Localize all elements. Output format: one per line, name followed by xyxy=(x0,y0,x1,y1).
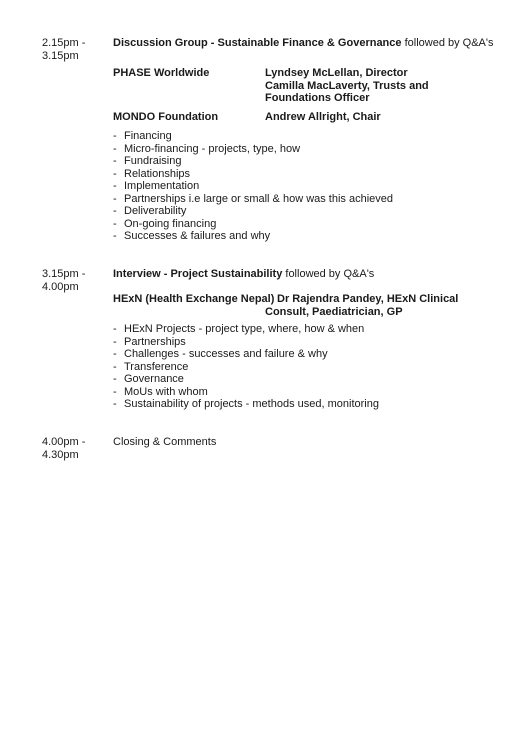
person-line: Andrew Allright, Chair xyxy=(265,111,381,123)
topic-text: Partnerships i.e large or small & how was this achieved xyxy=(124,192,394,205)
bullet-dash: - xyxy=(113,230,117,242)
org-name: HExN (Health Exchange Nepal) xyxy=(113,293,275,305)
list-item xyxy=(113,398,379,411)
person-line: Camilla MacLaverty, Trusts and xyxy=(265,79,429,92)
session-title: Closing & Comments xyxy=(113,436,217,448)
session-time xyxy=(42,268,108,293)
topic-text: Sustainability of projects - methods used, monitoring xyxy=(124,398,379,410)
topic-text: Micro-financing - projects, type, how xyxy=(124,142,301,155)
list-item xyxy=(113,155,393,168)
bullet-dash: - xyxy=(113,142,117,155)
bullet-dash: - xyxy=(113,335,117,348)
bullet-dash: - xyxy=(113,323,117,335)
topic-text: On-going financing xyxy=(124,217,217,230)
list-item xyxy=(113,180,393,193)
topic-text: Relationships xyxy=(124,167,191,180)
topic-text: Successes & failures and why xyxy=(124,230,271,242)
time-end: 3.15pm xyxy=(42,49,79,62)
session-time xyxy=(42,37,108,62)
org-people xyxy=(265,293,477,318)
bullet-dash: - xyxy=(113,360,117,373)
topic-text: Challenges - successes and failure & why xyxy=(124,348,328,360)
list-item xyxy=(113,143,393,156)
list-item xyxy=(113,130,393,143)
bullet-dash: - xyxy=(113,192,117,205)
session-title-suffix: followed by Q&A's xyxy=(282,268,375,280)
bullet-dash: - xyxy=(113,180,117,192)
list-item xyxy=(113,323,379,336)
person-line: Lyndsey McLellan, Director xyxy=(265,67,408,79)
list-item xyxy=(113,168,393,181)
list-item xyxy=(113,193,393,206)
list-item xyxy=(113,373,379,386)
session-title xyxy=(113,37,494,50)
list-item xyxy=(113,336,379,349)
list-item xyxy=(113,386,379,399)
session-title-suffix: followed by Q&A's xyxy=(401,37,494,49)
topic-text: Partnerships xyxy=(124,335,186,348)
list-item xyxy=(113,205,393,218)
bullet-dash: - xyxy=(113,167,117,180)
bullet-dash: - xyxy=(113,205,117,217)
bullet-dash: - xyxy=(113,373,117,385)
time-start: 4.00pm - xyxy=(42,436,86,448)
topic-list xyxy=(113,130,393,243)
person-line: Dr Rajendra Pandey, HExN Clinical xyxy=(277,293,459,305)
org-name: PHASE Worldwide xyxy=(113,67,210,79)
topic-text: Deliverability xyxy=(124,205,187,217)
topic-text: MoUs with whom xyxy=(124,385,208,398)
list-item xyxy=(113,218,393,231)
topic-text: HExN Projects - project type, where, how & when xyxy=(124,323,365,335)
time-start: 2.15pm - xyxy=(42,37,86,49)
list-item xyxy=(113,348,379,361)
session-title xyxy=(113,268,374,281)
topic-list xyxy=(113,323,379,411)
session-time xyxy=(42,436,108,461)
list-item xyxy=(113,230,393,243)
time-end: 4.00pm xyxy=(42,280,79,293)
person-line: Consult, Paediatrician, GP xyxy=(265,305,403,318)
topic-text: Fundraising xyxy=(124,155,182,167)
bullet-dash: - xyxy=(113,155,117,167)
person-line: Foundations Officer xyxy=(265,92,370,104)
topic-text: Implementation xyxy=(124,180,200,192)
bullet-dash: - xyxy=(113,130,117,142)
bullet-dash: - xyxy=(113,398,117,410)
session-title-bold: Interview - Project Sustainability xyxy=(113,268,283,280)
session-title-bold: Discussion Group - Sustainable Finance & Governance xyxy=(113,37,402,49)
topic-text: Financing xyxy=(124,130,172,142)
bullet-dash: - xyxy=(113,348,117,360)
topic-text: Governance xyxy=(124,373,184,385)
org-people xyxy=(265,111,465,124)
time-start: 3.15pm - xyxy=(42,268,86,280)
list-item xyxy=(113,361,379,374)
org-people xyxy=(265,67,465,105)
topic-text: Transference xyxy=(124,360,189,373)
bullet-dash: - xyxy=(113,217,117,230)
bullet-dash: - xyxy=(113,385,117,398)
time-end: 4.30pm xyxy=(42,448,79,461)
org-name: MONDO Foundation xyxy=(113,111,219,123)
